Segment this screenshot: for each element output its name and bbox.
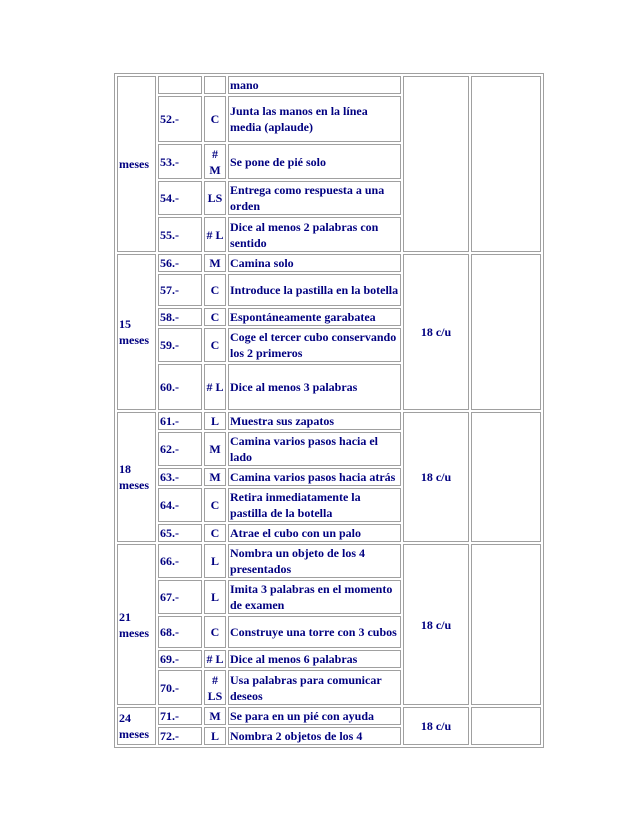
item-description: Camina solo	[228, 254, 401, 272]
item-number: 58.-	[158, 308, 202, 326]
age-group-cell: 15 meses	[117, 254, 156, 410]
item-description: Imita 3 palabras en el momento de examen	[228, 580, 401, 614]
item-area-code: C	[204, 616, 226, 648]
item-area-code: # L	[204, 364, 226, 410]
table-row	[117, 707, 541, 725]
item-area-code: # LS	[204, 670, 226, 705]
item-description: mano	[228, 76, 401, 94]
item-number: 66.-	[158, 544, 202, 578]
item-number: 53.-	[158, 144, 202, 179]
table-row	[117, 544, 541, 578]
item-number: 71.-	[158, 707, 202, 725]
item-number: 52.-	[158, 96, 202, 142]
age-group-cell: 24 meses	[117, 707, 156, 745]
item-description: Atrae el cubo con un palo	[228, 524, 401, 542]
table-row	[117, 412, 541, 430]
item-number: 63.-	[158, 468, 202, 486]
item-description: Camina varios pasos hacia el lado	[228, 432, 401, 466]
item-area-code: C	[204, 488, 226, 522]
age-group-cell: meses	[117, 76, 156, 252]
item-number: 60.-	[158, 364, 202, 410]
item-description: Se para en un pié con ayuda	[228, 707, 401, 725]
item-description: Nombra un objeto de los 4 presentados	[228, 544, 401, 578]
item-number: 54.-	[158, 181, 202, 215]
item-number: 67.-	[158, 580, 202, 614]
age-group-cell: 21 meses	[117, 544, 156, 705]
item-number: 55.-	[158, 217, 202, 252]
item-number: 57.-	[158, 274, 202, 306]
empty-result-cell	[471, 254, 541, 410]
item-area-code: C	[204, 328, 226, 362]
item-area-code: # M	[204, 144, 226, 179]
item-area-code: M	[204, 254, 226, 272]
item-number: 62.-	[158, 432, 202, 466]
item-area-code: M	[204, 468, 226, 486]
item-number: 59.-	[158, 328, 202, 362]
item-number: 69.-	[158, 650, 202, 668]
item-description: Coge el tercer cubo conservando los 2 primeros	[228, 328, 401, 362]
item-number: 64.-	[158, 488, 202, 522]
item-area-code: M	[204, 707, 226, 725]
item-area-code: L	[204, 544, 226, 578]
item-area-code: C	[204, 524, 226, 542]
table-row	[117, 254, 541, 272]
item-description: Muestra sus zapatos	[228, 412, 401, 430]
item-description: Nombra 2 objetos de los 4	[228, 727, 401, 745]
item-area-code: L	[204, 580, 226, 614]
item-area-code: C	[204, 96, 226, 142]
item-area-code: # L	[204, 650, 226, 668]
score-cell: 18 c/u	[403, 412, 469, 542]
item-area-code	[204, 76, 226, 94]
item-number: 68.-	[158, 616, 202, 648]
item-number: 61.-	[158, 412, 202, 430]
item-description: Usa palabras para comunicar deseos	[228, 670, 401, 705]
development-scale-table	[114, 73, 544, 748]
table-row	[117, 76, 541, 94]
age-group-cell: 18 meses	[117, 412, 156, 542]
empty-result-cell	[471, 707, 541, 745]
item-description: Dice al menos 6 palabras	[228, 650, 401, 668]
table-body	[117, 76, 541, 745]
item-description: Introduce la pastilla en la botella	[228, 274, 401, 306]
item-area-code: L	[204, 727, 226, 745]
item-number: 72.-	[158, 727, 202, 745]
item-description: Retira inmediatamente la pastilla de la botella	[228, 488, 401, 522]
item-area-code: LS	[204, 181, 226, 215]
item-description: Camina varios pasos hacia atrás	[228, 468, 401, 486]
item-number: 70.-	[158, 670, 202, 705]
score-cell: 18 c/u	[403, 707, 469, 745]
item-description: Dice al menos 2 palabras con sentido	[228, 217, 401, 252]
item-description: Junta las manos en la línea media (aplaude)	[228, 96, 401, 142]
item-area-code: # L	[204, 217, 226, 252]
item-number	[158, 76, 202, 94]
empty-result-cell	[471, 412, 541, 542]
item-description: Entrega como respuesta a una orden	[228, 181, 401, 215]
item-number: 56.-	[158, 254, 202, 272]
item-description: Construye una torre con 3 cubos	[228, 616, 401, 648]
score-cell: 18 c/u	[403, 254, 469, 410]
item-description: Espontáneamente garabatea	[228, 308, 401, 326]
item-description: Se pone de pié solo	[228, 144, 401, 179]
item-area-code: C	[204, 274, 226, 306]
empty-result-cell	[471, 544, 541, 705]
score-cell	[403, 76, 469, 252]
empty-result-cell	[471, 76, 541, 252]
item-area-code: M	[204, 432, 226, 466]
item-area-code: C	[204, 308, 226, 326]
item-area-code: L	[204, 412, 226, 430]
item-number: 65.-	[158, 524, 202, 542]
item-description: Dice al menos 3 palabras	[228, 364, 401, 410]
score-cell: 18 c/u	[403, 544, 469, 705]
